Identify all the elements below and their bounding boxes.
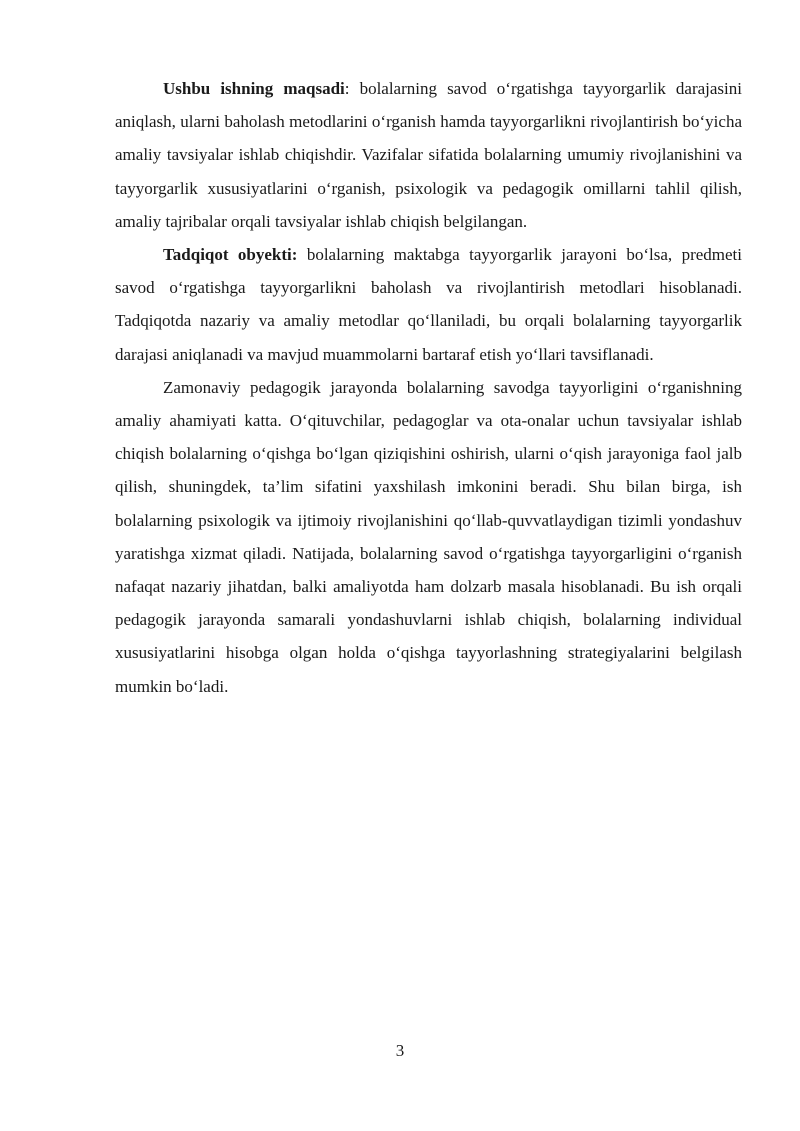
paragraph-significance [115,371,742,703]
page-number: 3 [395,1041,405,1060]
paragraph-text-purpose: : bolalarning savod o‘rgatishga tayyorgarlik darajasini aniqlash, ularni baholash metodlarini o‘rganish hamda tayyorgarlikni rivojlantirish bo‘yicha amaliy tavsiyalar ishlab chiqishdir. Vazifalar sifatida bolalarning umumiy rivojlanishini va tayyorgarlik xususiyatlarini o‘rganish, psixologik va pedagogik omillarni tahlil qilish, amaliy tajribalar orqali tavsiyalar ishlab chiqish belgilangan. [115,79,742,231]
paragraph-lead-object: Tadqiqot obyekti: [163,245,298,265]
document-body [115,72,742,703]
paragraph-purpose [115,72,742,238]
paragraph-text-significance: Zamonaviy pedagogik jarayonda bolalarning savodga tayyorligini o‘rganishning amaliy ahamiyati katta. O‘qituvchilar, pedagoglar va ota-onalar uchun tavsiyalar ishlab chiqish bolalarning o‘qishga bo‘lgan qiziqishini oshirish, ularni o‘qish jarayoniga faol jalb qilish, shuningdek, ta’lim sifatini yaxshilash imkonini beradi. Shu bilan birga, ish bolalarning psixologik va ijtimoiy rivojlanishini qo‘llab-quvvatlaydigan tizimli yondashuv yaratishga xizmat qiladi. Natijada, bolalarning savod o‘rgatishga tayyorgarligini o‘rganish nafaqat nazariy jihatdan, balki amaliyotda ham dolzarb masala hisoblanadi. Bu ish orqali pedagogik jarayonda samarali yondashuvlarni ishlab chiqish, bolalarning individual xususiyatlarini hisobga olgan holda o‘qishga tayyorlashning strategiyalarini belgilash mumkin bo‘ladi. [115,377,742,696]
paragraph-lead-purpose: Ushbu ishning maqsadi [163,79,345,98]
paragraph-text-object: bolalarning maktabga tayyorgarlik jarayoni bo‘lsa, predmeti savod o‘rgatishga tayyorgarlikni baholash va rivojlantirish metodlari hisoblanadi. Tadqiqotda nazariy va amaliy metodlar qo‘llaniladi, bu orqali bolalarning tayyorgarlik darajasi aniqlanadi va mavjud muammolarni bartaraf etish yo‘llari tavsiflanadi. [115,245,742,364]
paragraph-object [115,238,742,371]
